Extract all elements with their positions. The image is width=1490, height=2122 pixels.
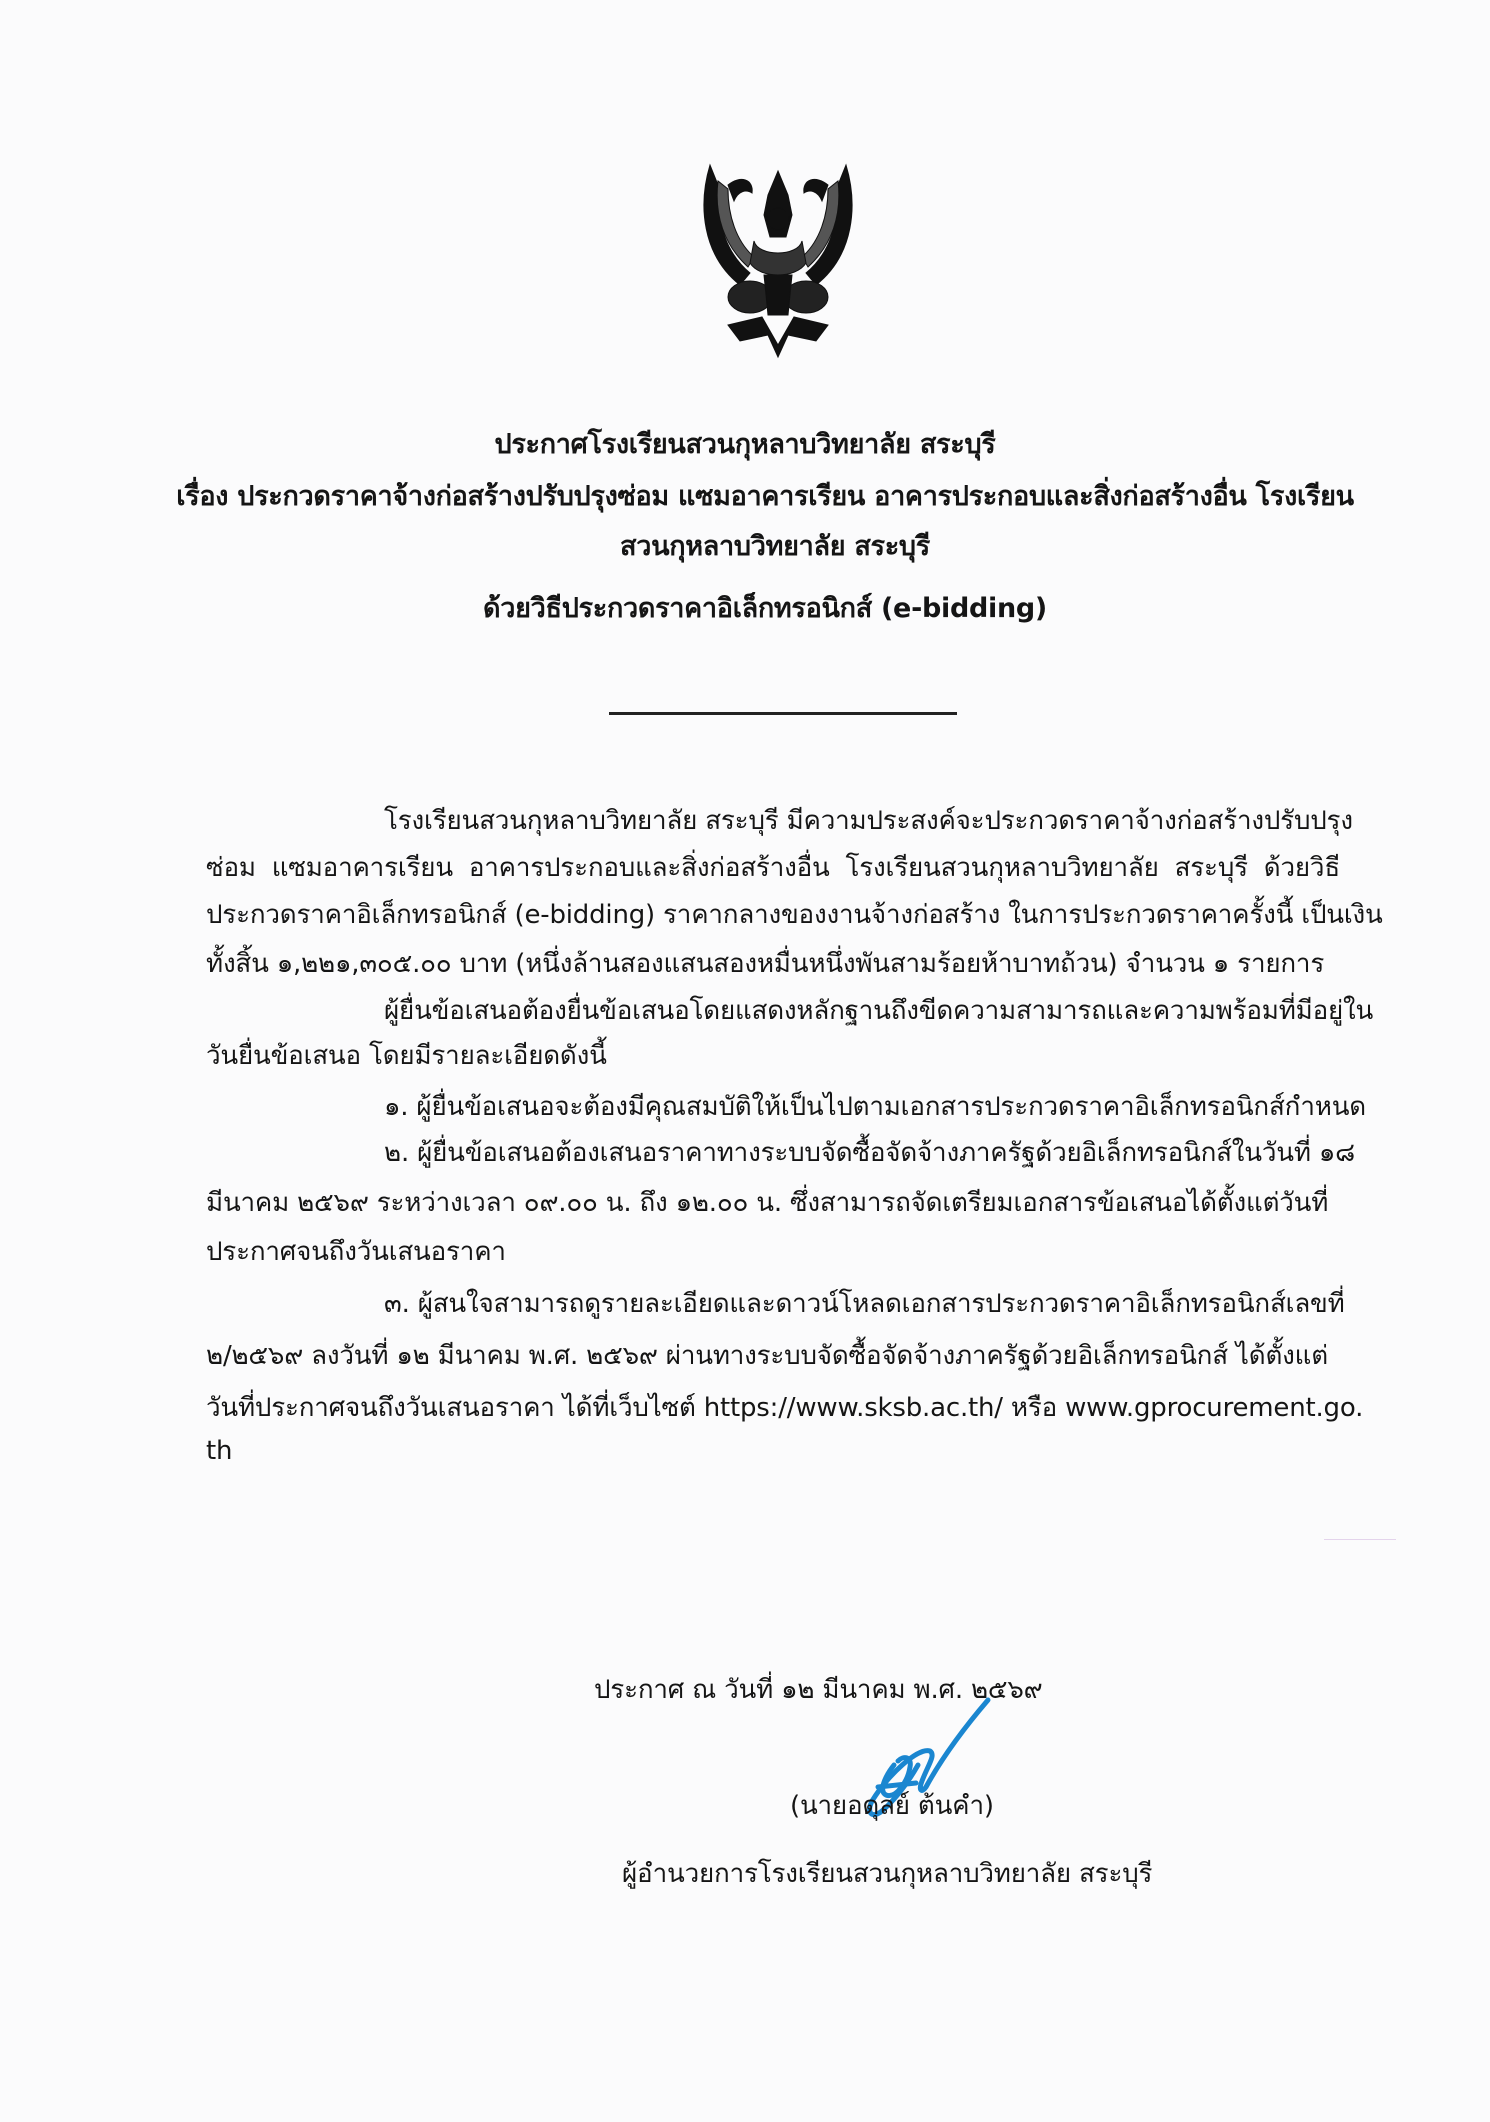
item-3-line-3: วันที่ประกาศจนถึงวันเสนอราคา ได้ที่เว็บไซต์ https://www.sksb.ac.th/ หรือ www.gprocurement.go.	[206, 1393, 1364, 1423]
body-line-4: ทั้งสิ้น ๑,๒๒๑,๓๐๕.๐๐ บาท (หนึ่งล้านสองแสนสองหมื่นหนึ่งพันสามร้อยห้าบาทถ้วน) จำนวน ๑ รายการ	[206, 949, 1325, 979]
announcement-date: ประกาศ ณ วันที่ ๑๒ มีนาคม พ.ศ. ๒๕๖๙	[594, 1675, 1043, 1705]
item-3-line-4: th	[206, 1436, 233, 1466]
signer-name: (นายอดุลย์ ต้นคำ)	[790, 1791, 994, 1821]
body-line-2: ซ่อม แซมอาคารเรียน อาคารประกอบและสิ่งก่อสร้างอื่น โรงเรียนสวนกุหลาบวิทยาลัย สระบุรี ด้วยวิธี	[206, 853, 1340, 883]
body-line-3: ประกวดราคาอิเล็กทรอนิกส์ (e-bidding) ราคากลางของงานจ้างก่อสร้าง ในการประกวดราคาครั้งนี้ เป็นเงิน	[206, 900, 1383, 930]
item-1: ๑. ผู้ยื่นข้อเสนอจะต้องมีคุณสมบัติให้เป็นไปตามเอกสารประกวดราคาอิเล็กทรอนิกส์กำหนด	[384, 1092, 1366, 1122]
body-line-6: วันยื่นข้อเสนอ โดยมีรายละเอียดดังนี้	[206, 1041, 607, 1071]
body-line-5: ผู้ยื่นข้อเสนอต้องยื่นข้อเสนอโดยแสดงหลักฐานถึงขีดความสามารถและความพร้อมที่มีอยู่ใน	[384, 996, 1374, 1026]
garuda-emblem-icon	[688, 145, 868, 360]
scan-artifact-line	[1324, 1539, 1396, 1540]
announcement-title: ประกาศโรงเรียนสวนกุหลาบวิทยาลัย สระบุรี	[494, 429, 996, 460]
subject-line-3: ด้วยวิธีประกวดราคาอิเล็กทรอนิกส์ (e-bidding)	[483, 593, 1047, 624]
item-2-line-1: ๒. ผู้ยื่นข้อเสนอต้องเสนอราคาทางระบบจัดซื้อจัดจ้างภาครัฐด้วยอิเล็กทรอนิกส์ในวันที่ ๑๘	[384, 1138, 1355, 1168]
signer-title: ผู้อำนวยการโรงเรียนสวนกุหลาบวิทยาลัย สระบุรี	[622, 1859, 1153, 1889]
body-line-1: โรงเรียนสวนกุหลาบวิทยาลัย สระบุรี มีความประสงค์จะประกวดราคาจ้างก่อสร้างปรับปรุง	[384, 806, 1353, 836]
title-divider	[609, 712, 957, 715]
item-2-line-2: มีนาคม ๒๕๖๙ ระหว่างเวลา ๐๙.๐๐ น. ถึง ๑๒.๐๐ น. ซึ่งสามารถจัดเตรียมเอกสารข้อเสนอได้ตั้งแต่วันที่	[206, 1188, 1329, 1218]
item-2-line-3: ประกาศจนถึงวันเสนอราคา	[206, 1237, 506, 1267]
item-3-line-2: ๒/๒๕๖๙ ลงวันที่ ๑๒ มีนาคม พ.ศ. ๒๕๖๙ ผ่านทางระบบจัดซื้อจัดจ้างภาครัฐด้วยอิเล็กทรอนิกส์ ได้ตั้งแต่	[206, 1341, 1328, 1371]
subject-line-2: สวนกุหลาบวิทยาลัย สระบุรี	[620, 531, 930, 562]
subject-line-1: เรื่อง ประกวดราคาจ้างก่อสร้างปรับปรุงซ่อม แซมอาคารเรียน อาคารประกอบและสิ่งก่อสร้างอื่น โรงเรียน	[176, 481, 1354, 512]
item-3-line-1: ๓. ผู้สนใจสามารถดูรายละเอียดและดาวน์โหลดเอกสารประกวดราคาอิเล็กทรอนิกส์เลขที่	[384, 1289, 1345, 1319]
